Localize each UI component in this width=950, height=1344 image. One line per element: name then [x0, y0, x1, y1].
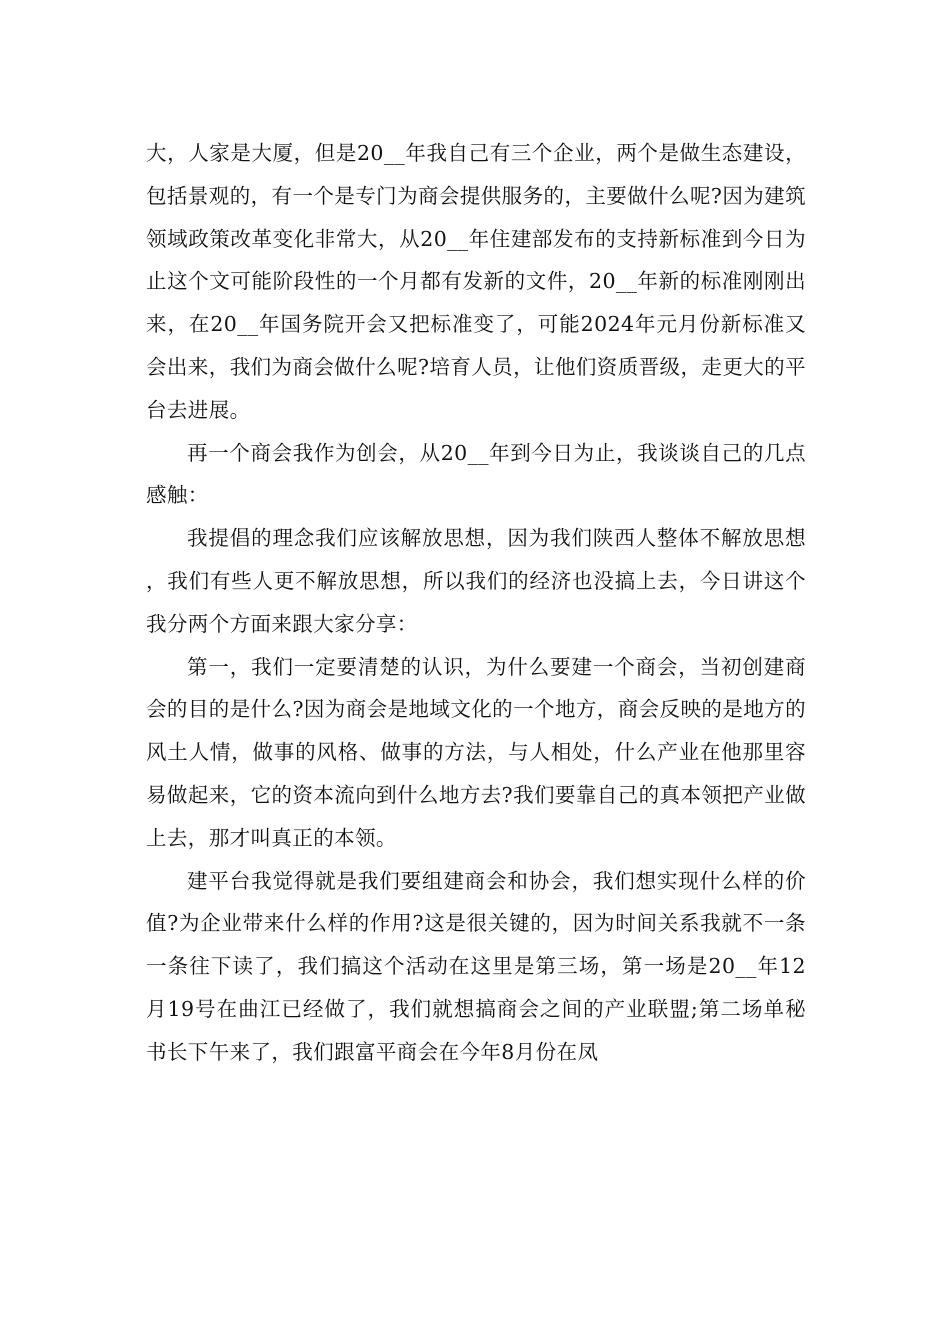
paragraph-2: 再一个商会我作为创会，从20__年到今日为止，我谈谈自己的几点感触：: [146, 440, 806, 508]
paragraph-5: 建平台我觉得就是我们要组建商会和协会，我们想实现什么样的价值?为企业带来什么样的作用?这是很关键的，因为时间关系我就不一条一条往下读了，我们搞这个活动在这里是第三场，第一场是20__年12月19号在曲江已经做了，我们就想搞商会之间的产业联盟;第二场单秘书长下午来了，我们跟富平商会在今年8月份在凤: [146, 868, 806, 1064]
paragraph-4: 第一，我们一定要清楚的认识，为什么要建一个商会，当初创建商会的目的是什么?因为商会是地域文化的一个地方，商会反映的是地方的风土人情，做事的风格、做事的方法，与人相处，什么产业在他那里容易做起来，它的资本流向到什么地方去?我们要靠自己的真本领把产业做上去，那才叫真正的本领。: [146, 654, 806, 850]
paragraph-1: 大，人家是大厦，但是20__年我自己有三个企业，两个是做生态建设，包括景观的，有一个是专门为商会提供服务的，主要做什么呢?因为建筑领域政策改革变化非常大，从20__年住建部发布的支持新标准到今日为止这个文可能阶段性的一个月都有发新的文件，20__年新的标准刚刚出来，在20__年国务院开会又把标准变了，可能2024年元月份新标准又会出来，我们为商会做什么呢?培育人员，让他们资质晋级，走更大的平台去进展。: [146, 141, 806, 422]
document-page: [146, 132, 806, 1074]
paragraph-3: 我提倡的理念我们应该解放思想，因为我们陕西人整体不解放思想，我们有些人更不解放思想，所以我们的经济也没搞上去，今日讲这个我分两个方面来跟大家分享：: [146, 526, 806, 636]
